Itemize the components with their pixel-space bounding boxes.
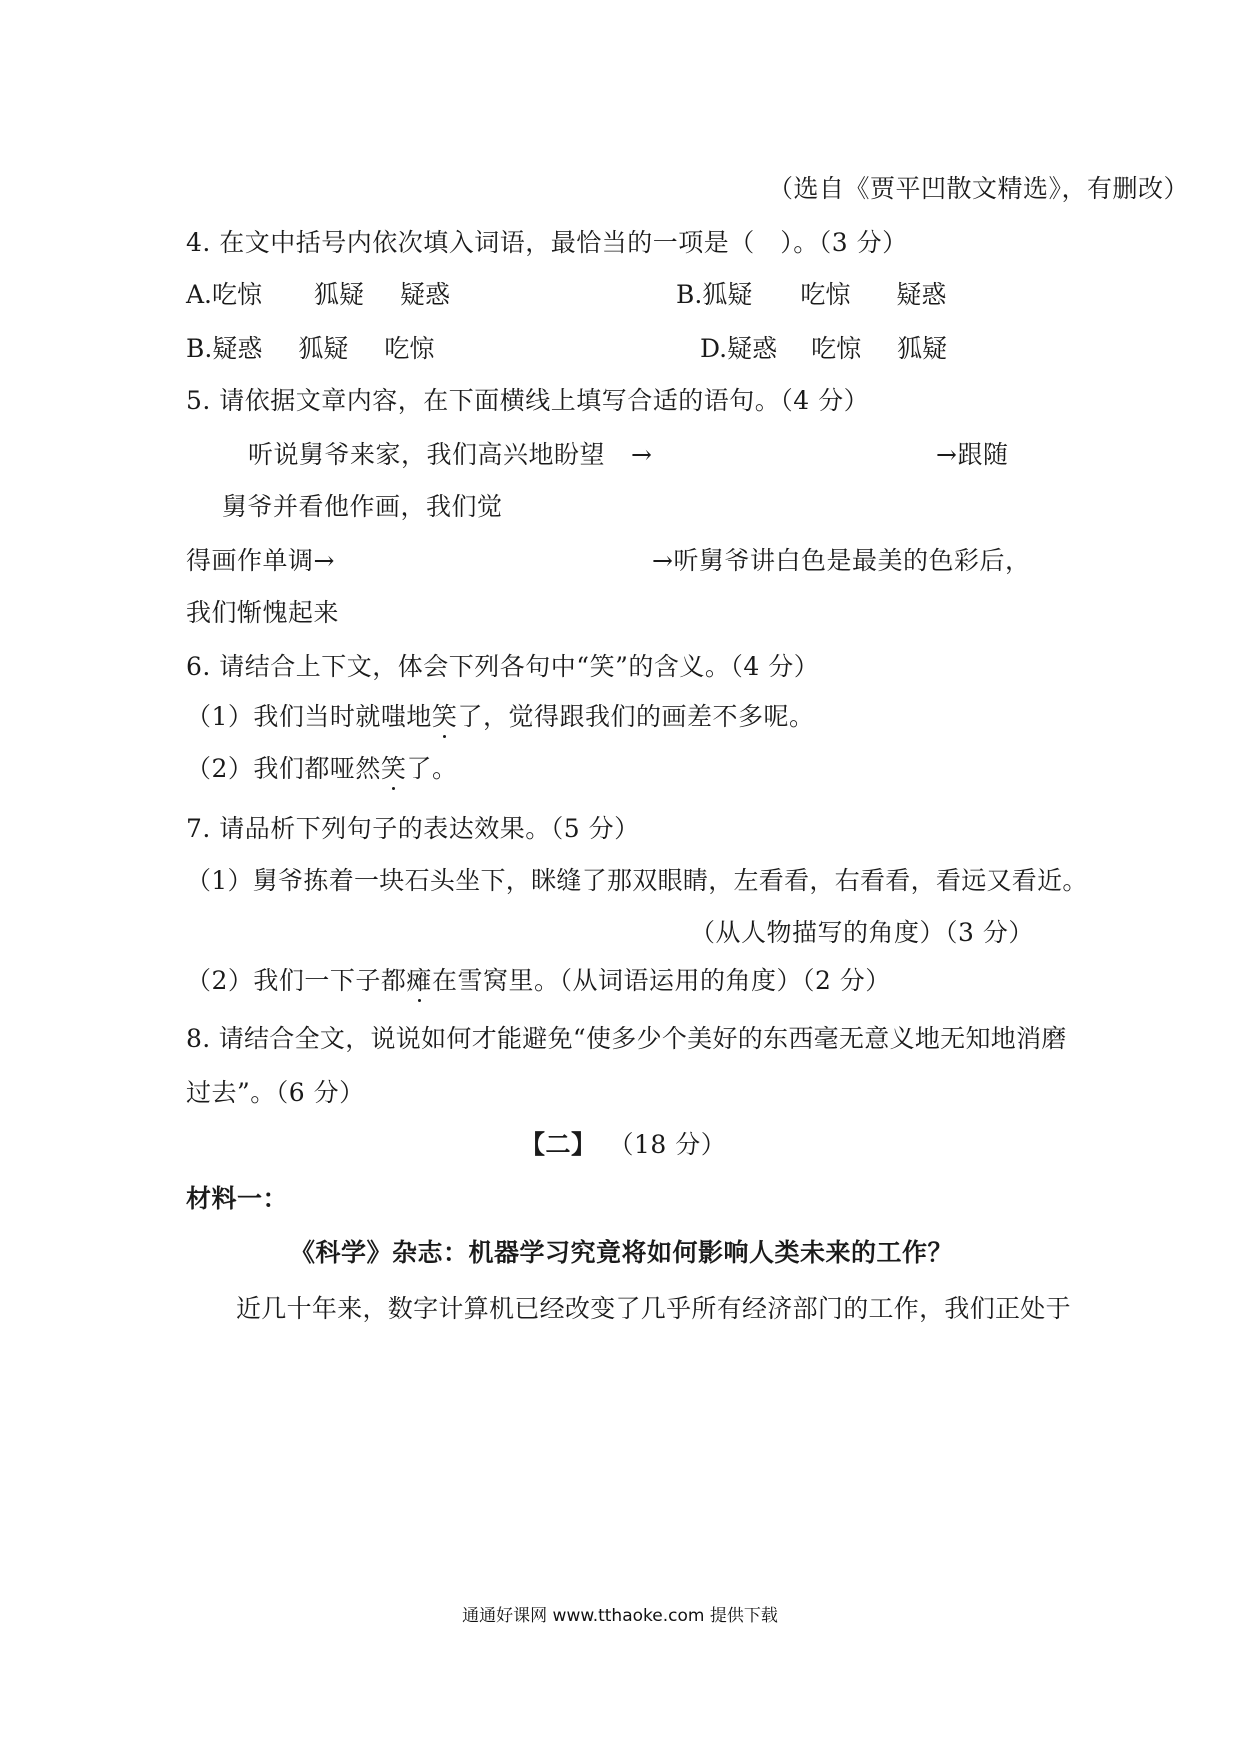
q7-item2-text: （2）我们一下子都 (186, 966, 407, 995)
option-letter: A. (186, 280, 213, 309)
question-5-stem: 5. 请依据文章内容，在下面横线上填写合适的语句。（4 分） (186, 386, 870, 415)
option-letter: D. (700, 334, 728, 363)
option-word: 吃惊 (800, 280, 851, 309)
option-letter: B. (186, 334, 213, 363)
q6-item1-text-end: 了，觉得跟我们的画差不多呢。 (457, 702, 815, 731)
question-7-item2 (186, 964, 891, 998)
question-5-line3-b: →听舅爷讲白色是最美的色彩后， (652, 546, 1031, 575)
question-8-line1: 8. 请结合全文，说说如何才能避免“使多少个美好的东西毫无意义地无知地消磨 (186, 1024, 1067, 1053)
material-label: 材料一： (186, 1184, 289, 1213)
option-word: 疑惑 (727, 334, 778, 363)
option-word: 狐疑 (314, 280, 365, 309)
question-5-line1-b: →跟随 (936, 440, 1009, 469)
question-5-line4: 我们惭愧起来 (186, 598, 340, 627)
option-word: 狐疑 (298, 334, 349, 363)
question-7-stem: 7. 请品析下列句子的表达效果。（5 分） (186, 814, 640, 843)
option-word: 吃惊 (384, 334, 435, 363)
option-word: 疑惑 (400, 280, 451, 309)
question-6-item1 (186, 700, 814, 734)
section-2-title: 【二】 (520, 1130, 597, 1159)
section-2-score: （18 分） (608, 1130, 727, 1159)
emphasis-mark: 笑 (380, 754, 407, 783)
emphasis-mark: 瘫 (406, 966, 432, 995)
question-5-line2: 舅爷并看他作画，我们觉 (222, 492, 503, 521)
option-letter: B. (676, 280, 703, 309)
arrow-icon: → (631, 440, 653, 469)
option-word: 疑惑 (896, 280, 947, 309)
option-b (676, 278, 946, 312)
question-6-stem: 6. 请结合上下文，体会下列各句中“笑”的含义。（4 分） (186, 652, 820, 681)
question-6-item2 (186, 752, 457, 786)
section-2-heading (520, 1128, 726, 1162)
question-5-line1-a (248, 438, 652, 472)
question-8-line2: 过去”。（6 分） (186, 1078, 365, 1107)
option-word: 疑惑 (212, 334, 263, 363)
option-c (186, 332, 434, 366)
question-7-item1-note: （从人物描写的角度）（3 分） (690, 918, 1034, 947)
source-note: （选自《贾平凹散文精选》，有删改） (768, 174, 1190, 203)
option-word: 吃惊 (212, 280, 263, 309)
emphasis-mark: 笑 (431, 702, 458, 731)
q7-item2-text-end: 在雪窝里。（从词语运用的角度）（2 分） (431, 966, 891, 995)
option-a (186, 278, 450, 312)
question-5-line3-a: 得画作单调→ (186, 546, 335, 575)
q6-item2-text: （2）我们都哑然 (186, 754, 381, 783)
option-word: 狐疑 (897, 334, 948, 363)
footer-text: 通通好课网 www.tthaoke.com 提供下载 (462, 1606, 778, 1626)
question-7-item1: （1）舅爷拣着一块石头坐下，眯缝了那双眼睛，左看看，右看看，看远又看近。 (186, 866, 1088, 895)
option-word: 吃惊 (811, 334, 862, 363)
q6-item2-text-end: 了。 (406, 754, 458, 783)
option-word: 狐疑 (702, 280, 753, 309)
option-d (700, 332, 947, 366)
q6-item1-text: （1）我们当时就嗤地 (186, 702, 432, 731)
q5-text: 听说舅爷来家，我们高兴地盼望 (248, 440, 606, 469)
article-paragraph: 近几十年来，数字计算机已经改变了几乎所有经济部门的工作，我们正处于 (236, 1294, 1071, 1323)
question-4-stem: 4. 在文中括号内依次填入词语，最恰当的一项是（ ）。（3 分） (186, 228, 908, 257)
article-title: 《科学》杂志：机器学习究竟将如何影响人类未来的工作？ (290, 1238, 954, 1267)
